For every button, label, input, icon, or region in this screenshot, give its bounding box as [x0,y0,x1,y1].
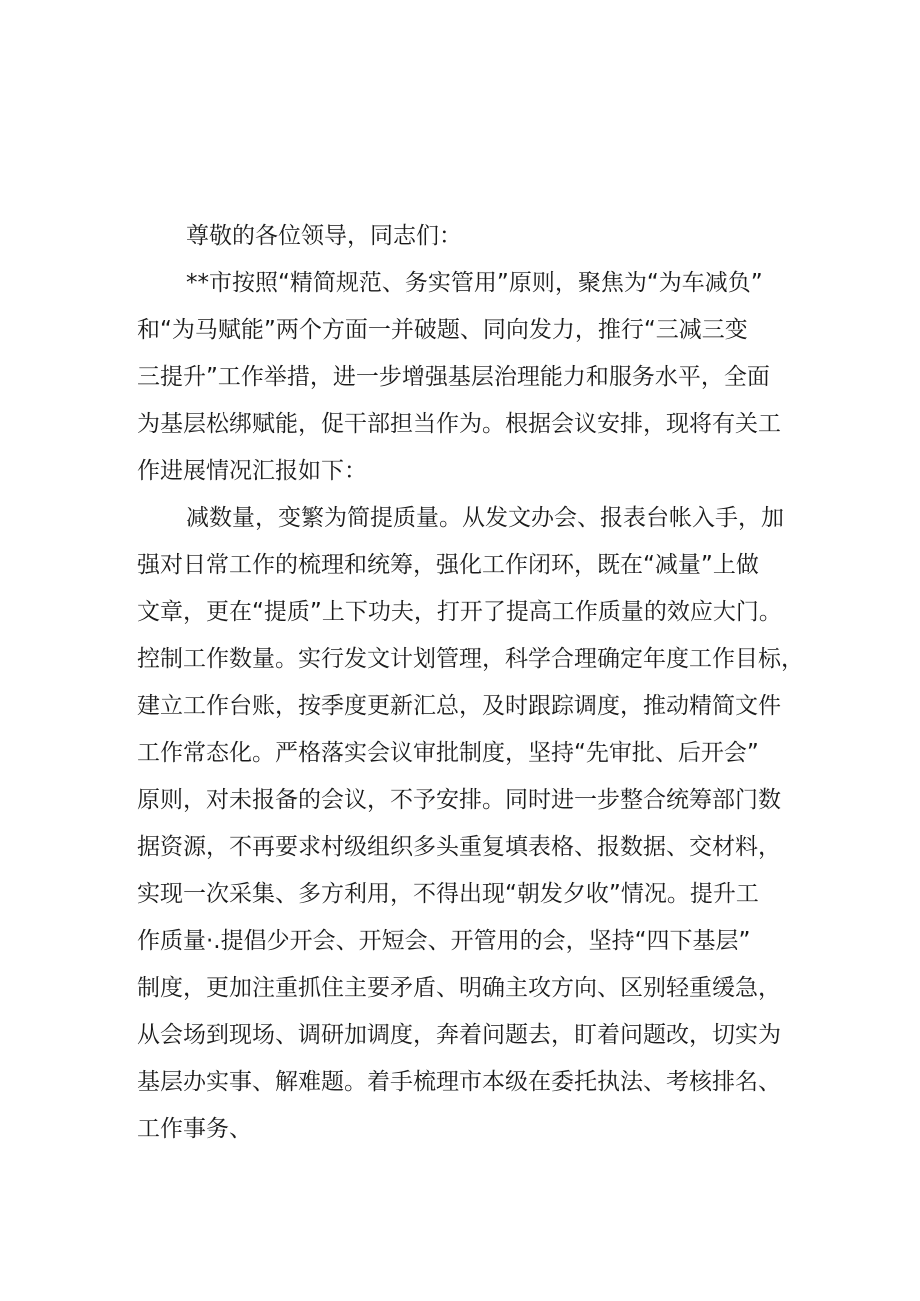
text-line: 据资源，不再要求村级组织多头重复填表格、报数据、交材料， [137,834,781,860]
text-line: 原则，对未报备的会议，不予安排。同时进一步整合统筹部门数 [137,787,781,813]
text-line: **市按照“精简规范、务实管用”原则，聚焦为“为车减负” [186,270,763,296]
text-line: 制度，更加注重抓住主要矛盾、明确主攻方向、区别轻重缓急， [137,975,781,1001]
text-line: 基层办实事、解难题。着手梳理市本级在委托执法、考核排名、 [137,1069,781,1095]
text-line: 建立工作台账，按季度更新汇总，及时跟踪调度，推动精简文件 [137,693,781,719]
text-line: 实现一次采集、多方利用，不得出现“朝发夕收”情况。提升工 [137,881,759,907]
text-line: 从会场到现场、调研加调度，奔着问题去，盯着问题改，切实为 [137,1022,781,1048]
text-line: 工作常态化。严格落实会议审批制度，坚持“先审批、后开会” [137,740,759,766]
text-line: 减数量，变繁为简提质量。从发文办会、报表台帐入手，加 [186,505,784,531]
greeting-line: 尊敬的各位领导，同志们： [186,223,462,249]
text-line: 工作事务、 [137,1116,252,1142]
text-line: 和“为马赋能”两个方面一并破题、同向发力，推行“三减三变 [137,317,748,343]
text-line: 强对日常工作的梳理和统筹，强化工作闭环，既在“减量”上做 [137,552,759,578]
document-body [137,213,804,1153]
text-line: 作质量·.提倡少开会、开短会、开管用的会，坚持“四下基层” [137,928,751,954]
text-line: 作进展情况汇报如下： [137,458,367,484]
paragraph-reduce-quantity [137,495,804,1153]
text-line: 三提升”工作举措，进一步增强基层治理能力和服务水平，全面 [137,364,770,390]
text-line: 文章，更在“提质”上下功夫，打开了提高工作质量的效应大门。 [137,599,782,625]
text-line: 为基层松绑赋能，促干部担当作为。根据会议安排，现将有关工 [137,411,781,437]
paragraph-intro [137,260,787,495]
text-line: 控制工作数量。实行发文计划管理，科学合理确定年度工作目标， [137,646,804,672]
